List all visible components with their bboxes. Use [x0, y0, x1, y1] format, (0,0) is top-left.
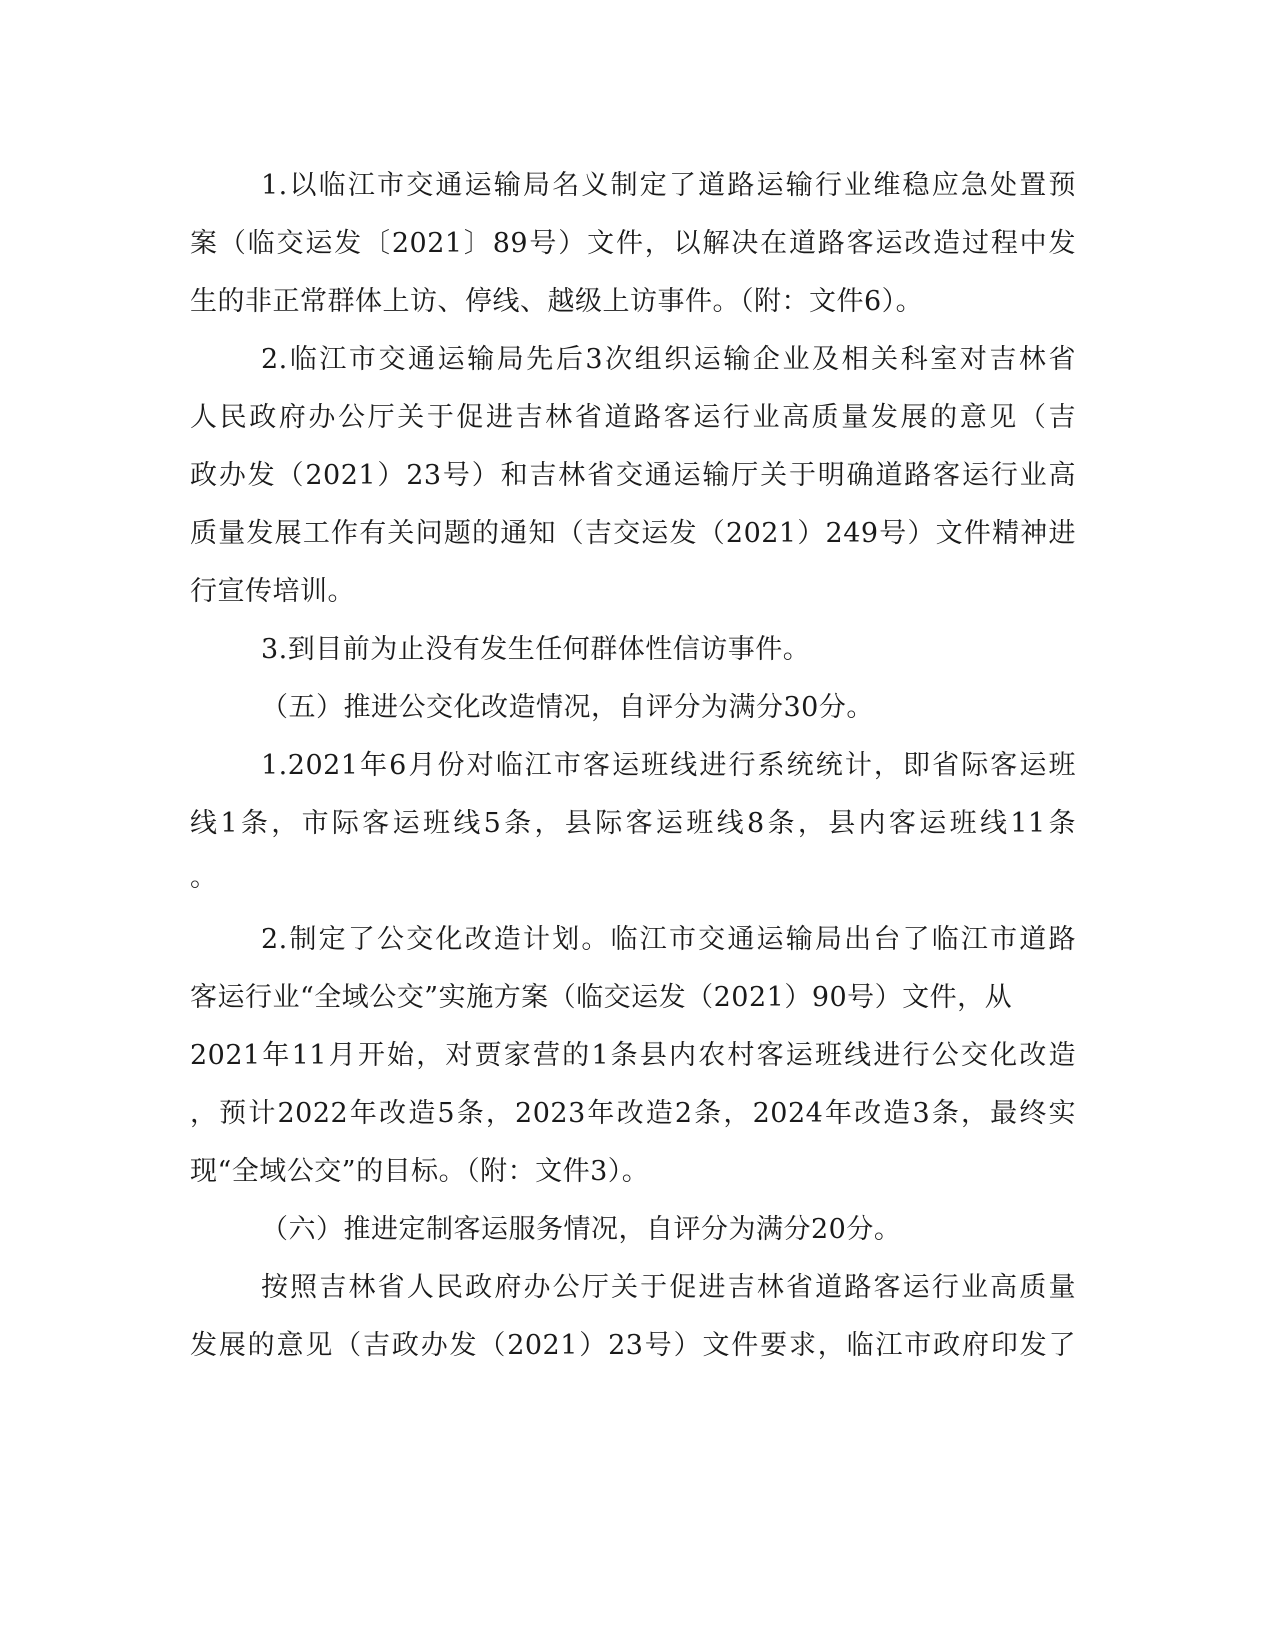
paragraph-3-line-1: 3.到目前为止没有发生任何群体性信访事件。: [261, 634, 811, 665]
paragraph-2-line-3: 政办发（2021）23号）和吉林省交通运输厅关于明确道路客运行业高: [190, 460, 1076, 491]
paragraph-4-line-3: 。: [190, 862, 218, 893]
paragraph-2-line-2: 人民政府办公厅关于促进吉林省道路客运行业高质量发展的意见（吉: [190, 402, 1076, 433]
paragraph-4-line-2: 线1条，市际客运班线5条，县际客运班线8条，县内客运班线11条: [190, 808, 1076, 839]
paragraph-2-line-4: 质量发展工作有关问题的通知（吉交运发（2021）249号）文件精神进: [190, 518, 1076, 549]
paragraph-4-line-1: 1.2021年6月份对临江市客运班线进行系统统计，即省际客运班: [261, 750, 1076, 781]
paragraph-5-line-5: 现“全域公交”的目标。（附：文件3）。: [190, 1156, 650, 1187]
paragraph-5-line-4: ，预计2022年改造5条，2023年改造2条，2024年改造3条，最终实: [190, 1098, 1076, 1129]
paragraph-6-line-2: 发展的意见（吉政办发（2021）23号）文件要求，临江市政府印发了: [190, 1330, 1076, 1361]
paragraph-2-line-5: 行宣传培训。: [190, 576, 355, 607]
paragraph-5-line-3: 2021年11月开始，对贾家营的1条县内农村客运班线进行公交化改造: [190, 1040, 1076, 1071]
paragraph-6-line-1: 按照吉林省人民政府办公厅关于促进吉林省道路客运行业高质量: [261, 1272, 1076, 1303]
section-6-heading: （六）推进定制客运服务情况，自评分为满分20分。: [261, 1214, 902, 1245]
paragraph-1-line-1: 1.以临江市交通运输局名义制定了道路运输行业维稳应急处置预: [261, 170, 1076, 201]
paragraph-1-line-3: 生的非正常群体上访、停线、越级上访事件。（附：文件6）。: [190, 286, 924, 317]
paragraph-1-line-2: 案（临交运发〔2021〕89号）文件，以解决在道路客运改造过程中发: [190, 228, 1076, 259]
paragraph-5-line-1: 2.制定了公交化改造计划。临江市交通运输局出台了临江市道路: [261, 924, 1076, 955]
paragraph-5-line-2: 客运行业“全域公交”实施方案（临交运发（2021）90号）文件，从: [190, 982, 1013, 1013]
section-5-heading: （五）推进公交化改造情况，自评分为满分30分。: [261, 692, 874, 723]
paragraph-2-line-1: 2.临江市交通运输局先后3次组织运输企业及相关科室对吉林省: [261, 344, 1076, 375]
